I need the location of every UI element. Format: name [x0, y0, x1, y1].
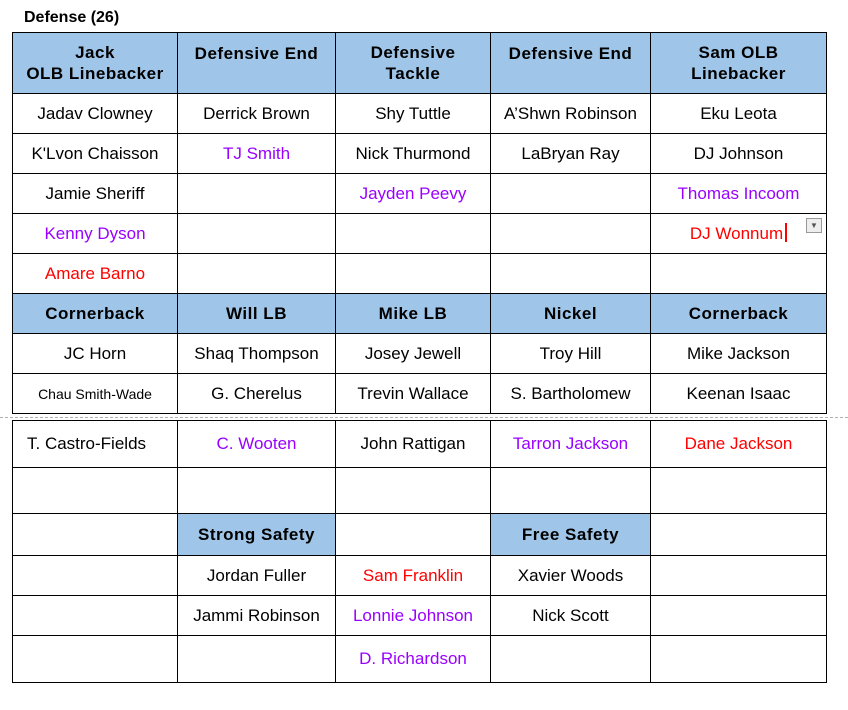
- empty-cell[interactable]: [651, 596, 827, 636]
- empty-cell[interactable]: [13, 514, 178, 556]
- player-cell[interactable]: G. Cherelus: [178, 374, 336, 414]
- empty-cell[interactable]: [178, 254, 336, 294]
- empty-cell[interactable]: [651, 556, 827, 596]
- empty-cell[interactable]: [491, 214, 651, 254]
- header-sam-olb: Sam OLB Linebacker: [651, 33, 827, 94]
- page-break-divider: [0, 417, 848, 418]
- empty-cell[interactable]: [178, 174, 336, 214]
- player-cell[interactable]: Dane Jackson: [651, 421, 827, 468]
- player-cell[interactable]: Jammi Robinson: [178, 596, 336, 636]
- empty-cell[interactable]: [336, 254, 491, 294]
- empty-cell[interactable]: [491, 468, 651, 514]
- header-jack-olb: Jack OLB Linebacker: [13, 33, 178, 94]
- text-cursor: [785, 223, 787, 242]
- header-mike-lb: Mike LB: [336, 294, 491, 334]
- empty-cell[interactable]: [13, 556, 178, 596]
- player-cell[interactable]: LaBryan Ray: [491, 134, 651, 174]
- table-row: [13, 636, 827, 683]
- player-cell[interactable]: Kenny Dyson: [13, 214, 178, 254]
- header-strong-safety: Strong Safety: [178, 514, 336, 556]
- dropdown-arrow-icon[interactable]: ▼: [806, 218, 822, 233]
- table-row: [13, 374, 827, 414]
- empty-cell[interactable]: [491, 636, 651, 683]
- empty-cell[interactable]: [651, 636, 827, 683]
- player-cell[interactable]: Jayden Peevy: [336, 174, 491, 214]
- player-name: DJ Wonnum: [689, 224, 784, 243]
- player-cell[interactable]: Xavier Woods: [491, 556, 651, 596]
- player-cell[interactable]: John Rattigan: [336, 421, 491, 468]
- empty-cell[interactable]: [13, 636, 178, 683]
- player-cell[interactable]: Nick Thurmond: [336, 134, 491, 174]
- player-cell[interactable]: Lonnie Johnson: [336, 596, 491, 636]
- header-cornerback-left: Cornerback: [13, 294, 178, 334]
- table-row: [13, 596, 827, 636]
- header-defensive-end-left: Defensive End: [178, 33, 336, 94]
- player-cell[interactable]: Jordan Fuller: [178, 556, 336, 596]
- header-cornerback-right: Cornerback: [651, 294, 827, 334]
- empty-cell[interactable]: [336, 214, 491, 254]
- empty-cell[interactable]: [178, 468, 336, 514]
- empty-cell[interactable]: [178, 214, 336, 254]
- player-cell[interactable]: DJ Johnson: [651, 134, 827, 174]
- empty-cell[interactable]: [491, 174, 651, 214]
- empty-cell[interactable]: [651, 514, 827, 556]
- player-cell[interactable]: JC Horn: [13, 334, 178, 374]
- page-title: Defense (26): [24, 9, 120, 26]
- player-cell[interactable]: TJ Smith: [178, 134, 336, 174]
- player-cell[interactable]: Jamie Sheriff: [13, 174, 178, 214]
- table-row: [13, 556, 827, 596]
- header-will-lb: Will LB: [178, 294, 336, 334]
- player-cell[interactable]: Thomas Incoom: [651, 174, 827, 214]
- player-cell[interactable]: Shy Tuttle: [336, 94, 491, 134]
- player-cell[interactable]: Derrick Brown: [178, 94, 336, 134]
- empty-cell[interactable]: [651, 468, 827, 514]
- position-header-row: [13, 33, 827, 94]
- player-cell[interactable]: D. Richardson: [336, 636, 491, 683]
- table-row: [13, 334, 827, 374]
- player-cell[interactable]: A’Shwn Robinson: [491, 94, 651, 134]
- player-cell[interactable]: Keenan Isaac: [651, 374, 827, 414]
- player-cell[interactable]: K'Lvon Chaisson: [13, 134, 178, 174]
- active-edit-cell[interactable]: [651, 214, 827, 254]
- header-defensive-end-right: Defensive End: [491, 33, 651, 94]
- player-cell[interactable]: Nick Scott: [491, 596, 651, 636]
- empty-cell[interactable]: [336, 514, 491, 556]
- player-cell[interactable]: Mike Jackson: [651, 334, 827, 374]
- position-header-row: [13, 294, 827, 334]
- empty-cell[interactable]: [651, 254, 827, 294]
- player-cell[interactable]: Troy Hill: [491, 334, 651, 374]
- empty-cell[interactable]: [178, 636, 336, 683]
- header-free-safety: Free Safety: [491, 514, 651, 556]
- position-header-row: [13, 514, 827, 556]
- player-cell[interactable]: Jadav Clowney: [13, 94, 178, 134]
- empty-cell[interactable]: [491, 254, 651, 294]
- player-cell[interactable]: Shaq Thompson: [178, 334, 336, 374]
- empty-cell[interactable]: [13, 468, 178, 514]
- empty-cell[interactable]: [336, 468, 491, 514]
- header-defensive-tackle: Defensive Tackle: [336, 33, 491, 94]
- player-cell[interactable]: Chau Smith-Wade: [13, 374, 178, 414]
- table-row: [13, 94, 827, 134]
- player-cell[interactable]: S. Bartholomew: [491, 374, 651, 414]
- defense-depth-chart-top: [12, 32, 827, 414]
- defense-depth-chart-bottom: [12, 420, 827, 683]
- player-cell[interactable]: Eku Leota: [651, 94, 827, 134]
- empty-cell[interactable]: [13, 596, 178, 636]
- player-cell[interactable]: C. Wooten: [178, 421, 336, 468]
- player-cell[interactable]: T. Castro-Fields: [13, 421, 178, 468]
- player-cell[interactable]: Sam Franklin: [336, 556, 491, 596]
- table-row: [13, 254, 827, 294]
- table-row: [13, 174, 827, 214]
- player-cell[interactable]: Amare Barno: [13, 254, 178, 294]
- table-row: [13, 214, 827, 254]
- table-row: [13, 421, 827, 468]
- player-cell[interactable]: Tarron Jackson: [491, 421, 651, 468]
- table-row: [13, 468, 827, 514]
- player-cell[interactable]: Josey Jewell: [336, 334, 491, 374]
- header-nickel: Nickel: [491, 294, 651, 334]
- player-cell[interactable]: Trevin Wallace: [336, 374, 491, 414]
- table-row: [13, 134, 827, 174]
